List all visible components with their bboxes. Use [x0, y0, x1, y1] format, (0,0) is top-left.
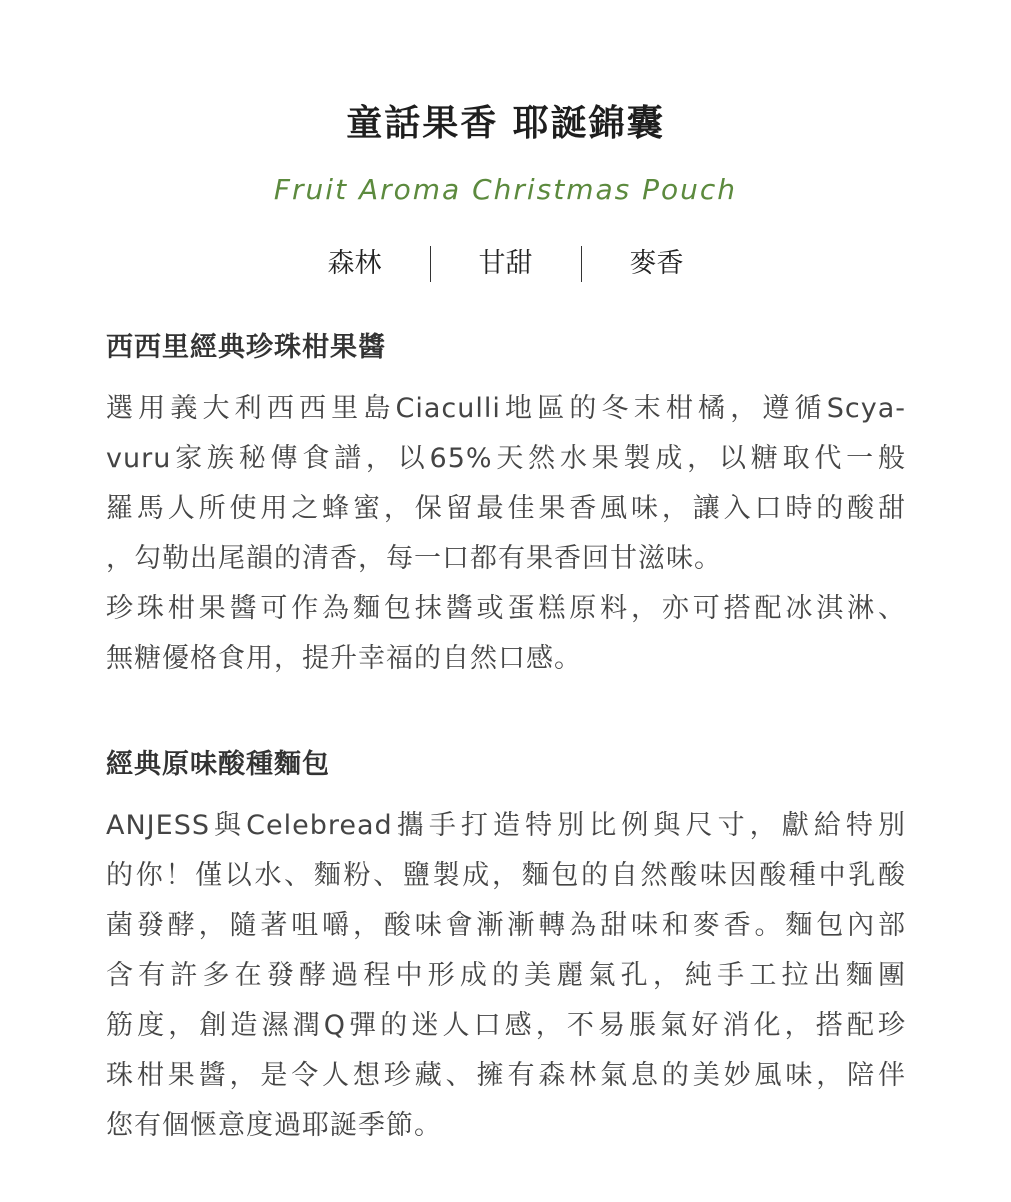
section-heading-bread: 經典原味酸種麵包 — [106, 749, 330, 780]
flavor-tags — [0, 244, 1011, 284]
body-line: 選用義大利西西里島Ciaculli地區的冬末柑橘，遵循Scya- — [106, 393, 906, 424]
body-line: 珠柑果醬，是令人想珍藏、擁有森林氣息的美妙風味，陪伴 — [106, 1060, 906, 1091]
tag-forest: 森林 — [327, 248, 382, 279]
page-subtitle: Fruit Aroma Christmas Pouch — [273, 173, 738, 206]
body-line: vuru家族秘傳食譜，以65%天然水果製成，以糖取代一般 — [106, 443, 906, 474]
tag-sweet: 甘甜 — [478, 248, 533, 279]
body-line: 菌發酵，隨著咀嚼，酸味會漸漸轉為甜味和麥香。麵包內部 — [106, 910, 906, 941]
body-line: 含有許多在發酵過程中形成的美麗氣孔，純手工拉出麵團 — [106, 960, 906, 991]
body-line: 您有個愜意度過耶誕季節。 — [106, 1110, 442, 1141]
body-line: 羅馬人所使用之蜂蜜，保留最佳果香風味，讓入口時的酸甜 — [106, 493, 906, 524]
body-line: ANJESS與Celebread攜手打造特別比例與尺寸，獻給特別 — [106, 810, 906, 841]
section-body-bread — [106, 801, 906, 1151]
body-line: 珍珠柑果醬可作為麵包抹醬或蛋糕原料，亦可搭配冰淇淋、 — [106, 593, 906, 624]
body-line: ，勾勒出尾韻的清香，每一口都有果香回甘滋味。 — [106, 543, 722, 574]
section-body-jam — [106, 384, 906, 684]
body-line: 筋度，創造濕潤Q彈的迷人口感，不易脹氣好消化，搭配珍 — [106, 1010, 906, 1041]
tag-wheat: 麥香 — [629, 248, 684, 279]
page-title: 童話果香 耶誕錦囊 — [346, 103, 665, 144]
section-heading-jam: 西西里經典珍珠柑果醬 — [106, 332, 386, 363]
body-line: 的你！僅以水、麵粉、鹽製成，麵包的自然酸味因酸種中乳酸 — [106, 860, 906, 891]
body-line: 無糖優格食用，提升幸福的自然口感。 — [106, 643, 582, 674]
